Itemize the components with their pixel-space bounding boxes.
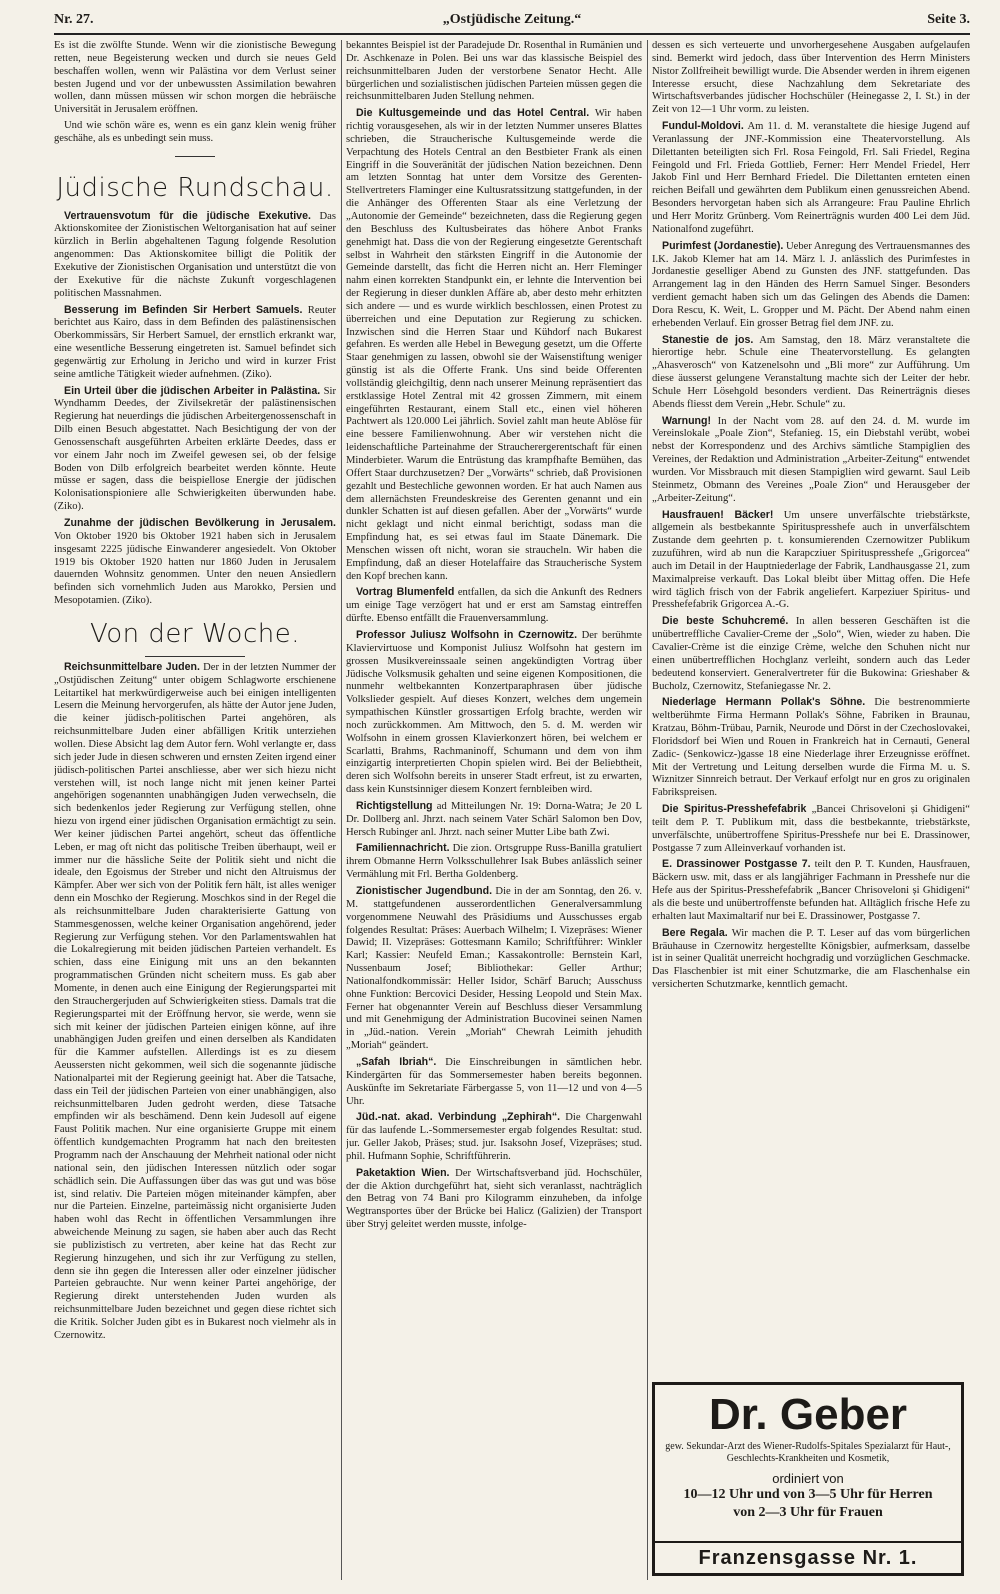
news-item-body: Die bestrenommierte weltberühmte Firma Hermann Pollak's Söhne, Fabriken in Braunau, Kratzau, Böhm-Trübau, Parnik, Neurode und Dörst in der Czechoslovakei, Floridsdorf bei Wien und Rouen in Frankreich hat in Cernauti, General Zadic- (Senkowicz-)gasse 18 eine Niederlage ihrer Erzeugnisse eröffnet. Mit der Vertretung und Leitung derselben wurde die Firma M. u. S. Wiznitzer Sinnreich betraut. Der Verkauf erfolgt nur en gros zu originalen Fabrikspreisen. xyxy=(652,697,970,799)
news-item-body: „Bancei Chrisoveloni și Ghidigeni“ teilt dem P. T. Publikum mit, dass die bestbekannte, triebstärkste, unverfälschte, unübertroffene Spiritus-Presshefe nur bei E. Drassinower, Postgasse 7 zum Alleinverkauf vorhanden ist. xyxy=(652,804,970,854)
ad-hours-men: 10—12 Uhr und von 3—5 Uhr für Herren xyxy=(683,1487,933,1502)
column-divider xyxy=(341,40,342,1580)
page-number: Seite 3. xyxy=(927,12,970,27)
news-item-title: „Safah Ibriah“. xyxy=(356,1055,437,1068)
news-item-body: Um unsere unverfälschte triebstärkste, allgemein als bestbekannte Spirituspresshefe auch in unverfälschtem Zustande dem geehrten p. t. konsumierenden Czernowitzer Publikum zuzuführen, wird ab nun die Karapcziuer Spirituspresshefe „Grigorcea“ auch im Detail in der Hauptniederlage der Fabrik, Landhausgasse 21, zum Maximalpreise verkauft. Das Lokal bleibt über Mittag offen. Die Hefe wird täglich frisch von der Fabrik angeliefert. Karpeziuer Spiritus- und Presshefefabrik Grigorcea A.-G. xyxy=(652,509,970,611)
news-item-body: Die Einschreibungen in sämtlichen hebr. Kindergärten für das Sommersemester haben bereits begonnen. Auskünfte im Sekretariate Färbergasse 5, von 11—12 und von 4—5 Uhr. xyxy=(346,1056,642,1107)
news-item-title: Ein Urteil über die jüdischen Arbeiter in Palästina. xyxy=(64,384,321,397)
page-header xyxy=(54,12,970,30)
news-item xyxy=(346,1167,642,1232)
news-item xyxy=(652,927,970,992)
advertisement-dr-geber xyxy=(652,1382,964,1576)
news-item xyxy=(652,858,970,923)
news-item-body: Die Chargenwahl für das laufende L.-Sommersemester ergab folgendes Resultat: stud. jur. Geller Jakob, Präses; stud. jur. Isaksohn Josef, Vizepräses; stud. phil. Hufmann Sophie, Schriftführerin. xyxy=(346,1112,642,1162)
news-item xyxy=(652,240,970,331)
news-item-title: Die beste Schuhcremé. xyxy=(662,615,789,628)
news-item-title: Richtigstellung xyxy=(356,799,433,812)
news-item xyxy=(346,586,642,626)
news-item xyxy=(652,803,970,855)
ad-address: Franzensgasse Nr. 1. xyxy=(655,1541,961,1573)
news-item-body: Der Wirtschaftsverband jüd. Hochschüler, der die Aktion durchgeführt hat, sieht sich veranlasst, nachträglich den Betrag von 74 Bani pro Kilogramm einzuheben, da infolge Wegtransportes über der Brücke bei Halicz (Galizien) der Transport über Stryj geleitet werden musste, infolge- xyxy=(346,1167,642,1231)
news-item xyxy=(652,509,970,613)
news-item-body: teilt den P. T. Kunden, Hausfrauen, Bäckern usw. mit, dass er als langjähriger Fachmann in Presshefe nur die Hefe aus der Spiritus-Presshefefabrik „Bancer Chrisoveloni și Ghidigeni“ als die beste und unübertroffenste befunden hat. Alltäglich frische Hefe zu erhalten laut Maximaltarif nur bei E. Drassinower, Postgasse 7. xyxy=(652,859,970,922)
news-item-title: Stanestie de jos. xyxy=(662,333,754,346)
news-item xyxy=(54,304,336,382)
news-item-title: Paketaktion Wien. xyxy=(356,1166,450,1179)
news-item-body: Am 11. d. M. veranstaltete die hiesige Jugend auf Veranlassung der JNF.-Kommission eine Theatervorstellung. Als Dilettanten beteiligten sich Frl. Rosa Feingold, Frl. Sali Friedel, Regina Feingold und Frl. Frieda Gottlieb, Ferner: Herr Mendel Friedel, Herr Jakob Finl und Herr Bernhard Friedel. Die Dilettanten ernteten einen reichen Beifall und gewährten dem Publikum einen genussreichen Abend. Besonders hervorgetan haben sich als Arrangeure: Frau Pauline Ehrlich und Herr Moritz Grünberg. Vom Reinerträgnis wurden 400 Lei dem Jüd. Nationalfond zugeführt. xyxy=(652,121,970,235)
ad-credentials: gew. Sekundar-Arzt des Wiener-Rudolfs-Spitales Spezialarzt für Haut-, Geschlechts-Krankheiten und Kosmetik, xyxy=(665,1441,951,1464)
news-item xyxy=(652,615,970,693)
column-2 xyxy=(346,40,642,1580)
news-item-title: Vortrag Blumenfeld xyxy=(356,586,455,599)
news-item-body: Reuter berichtet aus Kairo, dass in dem Befinden des palästinensischen Oberkommissärs, Sir Herbert Samuel, der ernstlich erkrankt war, eine wesentliche Besserung eingetreten ist. Samuel befindet sich gegenwärtig zur Erholung in Jericho und wird in kurzer Frist seine amtliche Tätigkeit wieder aufnehmen. (Ziko). xyxy=(54,304,336,380)
article-body: Der in der letzten Nummer der „Ostjüdischen Zeitung“ unter obigem Schlagworte erschienene Leitartikel hat merkwürdigerweise auch bei einigen intelligenten Lesern die Meinung hervorgerufen, als hätte der Autor jene Juden, die keiner jüdisch-politischen Partei angehören, als reichsunmittelbare Juden einer abfälligen Kritik unterziehen wollen. Diese Absicht lag dem Autor fern. Wohl verlangte er, dass sich jeder Jude in diesen schweren und ernsten Zeiten irgend einer jüdisch-politischen Partei anschliesse, aber wer sich hiezu nicht verstehen will, ist noch lange nicht mit jenen keiner Partei angehörigen sogenannten unabhängigen Juden verwechseln, die sich bedenkenlos jeder Regierung zur Verfügung stellen, ohne hiezu von irgend einer jüdischen Organisation ermächtigt zu sein. Wer keiner jüdischen Partei angehört, scheut das öffentliche Leben, er mag oft nicht das politische Treiben überhaupt, weil er immer nur die hässliche Seite der Politik sieht und nicht die ideale, den Egoismus der Streber und nicht den Altruismus der Kämpfer. Aber wer sich von der Politik fern hält, ist alles weniger denn ein Moschko der Regierung. Moschkos sind in der Regel die als reichsunmittelbare Juden charakterisierte Gattung von Stammesgenossen, welche keiner Organisation angehörend, jeder Regierung zur Verfügung stehen. Vor den Parlamentswahlen hat die Lokalregierung mit beiden jüdischen Parteien verhandelt. Es schien, dass eine Einigung mit uns an den bekannten programmatischen Gründen nicht scheitern muss. Es gab aber Momente, in denen auch eine Einigung der Regierungspartei mit den Strauchergerjuden auf Schwierigkeiten stiess. Damals trat die Regierungspartei mit der Eröffnung hervor, sie werde, wenn sie sich mit keiner der jüdischen Parteien einigen könne, auf ihre unabhängigen Juden greifen und einen derselben als Kandidaten für die Kammer aufstellen. Allerdings ist es zu diesem Aeussersten nicht gekommen, weil sich die sogenannte jüdische Nationalpartei mit der Regierung geeinigt hat. Aber die Tatsache, dass ein Teil der jüdischen Parteien von einer unabhängigen, also reichsunmittelbaren Juden gedroht werden, diese Tatsache empfinden wir als beschämend. Denn kein Judesoll auf eigene Faust Politik machen. Nur eine organisierte Gruppe mit einem öffentlich kundgemachten Programm hat nach den breitesten Programm nach der Anschauung der Mehrheit national oder nicht national sein, den jüdischen Interessen nützlich oder sogar schädlich sein. Die Auffassungen über das was gut und was böse ist, sind relativ. Die Parteien mögen miteinander kämpfen, aber nur die Parteien. Einzelne, parteimässig nicht organisierte Juden haben wohl das Recht in öffentlichen Versammlungen ihre abweichende Meinung zu sagen, sie haben aber auch das Recht sie publizistisch zu vertreten, aber keine hat das Recht zur Regierung hinzugehen, und sich ihr zur Verfügung zu stellen, denn sie ihn gegen die Interessen aller oder einzelner jüdischer Parteien gebrauchte. Nur wenn keiner Partei angehörige, der Regierung direkt unterstehenden Juden wurden als reichsunmittelbare Juden bezeichnet und gegen diese richtet sich die Kritik. Solcher Juden gibt es in Bukarest noch vielmehr als in Czernowitz. xyxy=(54,661,336,1341)
news-item-title: Vertrauensvotum für die jüdische Exekutive. xyxy=(64,209,311,222)
ad-hours-women: von 2—3 Uhr für Frauen xyxy=(733,1505,883,1520)
news-item-title: Zionistischer Jugendbund. xyxy=(356,885,493,897)
intro-paragraph: Und wie schön wäre es, wenn es ein ganz klein wenig früher geschähe, als es unbedingt sein muss. xyxy=(54,120,336,144)
news-item-title: Familiennachricht. xyxy=(356,842,450,855)
article xyxy=(54,661,336,1343)
separator xyxy=(54,149,336,162)
news-item-body: Die zion. Ortsgruppe Russ-Banilla gratuliert ihrem Obmanne Herrn Volksschullehrer Isak Bubes anlässlich seiner Vermählung mit Frl. Bertha Goldenberg. xyxy=(346,843,642,881)
news-item xyxy=(54,385,336,514)
news-item-title: E. Drassinower Postgasse 7. xyxy=(662,858,811,871)
news-item xyxy=(346,629,642,797)
intro-paragraph: Es ist die zwölfte Stunde. Wenn wir die zionistische Bewegung retten, neue Begeisterung wecken und durch sie neues Geld beschaffen wollen, wenn wir Palästina vor dem Verlust seiner besten Jugend und vor der unbewussten Assimilation bewahren wollen, dann müssen müssen wir schon morgen die hebräische Universität in Jerusalem eröffnen. xyxy=(54,40,336,116)
news-item-title: Jüd.-nat. akad. Verbindung „Zephirah“. xyxy=(356,1111,561,1124)
news-item-title: Professor Juliusz Wolfsohn in Czernowitz. xyxy=(356,628,578,641)
news-item-title: Purimfest (Jordanestie). xyxy=(662,239,784,252)
news-item-body: Wir machen die P. T. Leser auf das vom bürgerlichen Bräuhause in Czernowitz hergestellte Königsbier, aufmerksam, dasselbe ist in seiner Qualität unerreicht hochgradig und vorzüglichen Geschmacke. Das Flaschenbier ist mit einer Schutzmarke, die am Flaschenhalse ein versicherten Schutzmarke, kenntlich gemacht. xyxy=(652,927,970,991)
news-item-body: Am Samstag, den 18. März veranstaltete die hierortige hebr. Schule eine Theatervorstellung. Es gelangten „Ahasverosch“ von Katzenelsohn und „Bli more“ zur Aufführung. Um diese äusserst gelungene Veranstaltung machte sich der Leiter der hebr. Schule Herr Lösehgold besonders verdient. Das Reinerträgnis dieses Abends fliesst dem Verein „Hebr. Schule“ zu. xyxy=(652,334,970,410)
separator xyxy=(145,656,245,657)
news-item-body: Von Oktober 1920 bis Oktober 1921 haben sich in Jerusalem insgesamt 2225 jüdische Einwanderer angesiedelt. Von Oktober 1919 bis Oktober 1920 hatten nur 1860 Juden in Jerusalem dauernden Wohnsitz genommen. Unter den neuen Ansiedlern befinden sich vornehmlich Juden aus Marokko, Persien und Mesopotamien. (Ziko). xyxy=(54,530,336,607)
ad-ordination: ordiniert von xyxy=(772,1471,844,1486)
news-item-body: In allen besseren Geschäften ist die unübertreffliche Cavalier-Creme der „Solo“, Wien, wieder zu haben. Die Cavalier-Crème ist die einzige Crème, welche den Schuhen nicht nur einen unübertrefflichen Hochglanz verleiht, sondern auch das Leder bedeutend konserviert. Generalvertreter für die Bukowina: Grieshaber & Bucholz, Czernowitz, Stefaniegasse Nr. 2. xyxy=(652,616,970,692)
news-item xyxy=(652,696,970,800)
column-1 xyxy=(54,40,336,1580)
header-rule xyxy=(54,33,970,35)
section-title-rundschau: Jüdische Rundschau. xyxy=(56,172,334,203)
column-divider xyxy=(647,40,648,1580)
news-item-body: ad Mitteilungen Nr. 19: Dorna-Watra; Je 20 L Dr. Dollberg anl. Jhrzt. nach seinem Vater Schärl Salomon ben Dov, Hersch Rubinger anl. Jhrzt. nach seiner Mutter Libe bath Zwi. xyxy=(346,800,642,838)
continued-paragraph: bekanntes Beispiel ist der Paradejude Dr. Rosenthal in Rumänien und Dr. Aschkenaze in Polen. Bei uns war das klassische Beispiel des reichsunmittelbaren Juden der verstorbene Senator Hecht. Alle bürgerlichen und sozialistischen jüdischen Parteien müssen gegen die reichsunmittelbaren Juden Stellung nehmen. xyxy=(346,40,642,103)
news-item-body: entfallen, da sich die Ankunft des Redners um einige Tage verzögert hat und er erst am Samstag eintreffen dürfte. Ebenso entfällt die Frauenversammlung. xyxy=(346,587,642,625)
news-item-body: Wir haben richtig vorausgesehen, als wir in der letzten Nummer unseres Blattes schrieben, die Straucherische Kultusgemeinde werde die Verpachtung des Hotels Central an den Bestbieter Frank als einen Eingriff in die Souveränität der jüdischen Nation bezeichnen. Denn am letzten Sonntag hat unter dem Vorsitze des Gerenten-Stellvertreters Flaminger eine Kultusratssitzung stattgefunden, in der die Anhänger des Offerenten Staar als eine Verletzung der „Autonomie der Gemeinde“ bezeichneten, dass die Regierung gegen den Beschluss des Kultusbeirates das höhere Anbot Franks genehmigt hat. Dass die von der Regierung eingesetzte Gerentschaft selbst in Wahrheit den stärksten Eingriff in die Autonomie der Gemeinde darstellt, das ficht die Herren nicht an. Herr Fleminger nahm einen korrekten Standpunkt ein, er lehnte die Intervention bei der Regierung in dieser dunklen Affäre ab, aber desto mehr erhitzten sich andere — und es wurde wirklich beschlossen, einen Protest zu überreichen und eine Deputation zur Regierung zu schicken. Inzwischen sind die Herren Staar und Kühdorf nach Bukarest gefahren. Es werden alle Hebel in Bewegung gesetzt, um die Offerte Staar genehmigen zu lassen, obwohl sie der Waisenstiftung weniger günstig ist als die Offerte Frank. Uns sind beide Offerenten vollständig gleichgiltig, denn nach unserer Meinung repräsentiert das erstklassige Hotel Zentral mit 42 grossen Zimmern, mit einem eingeführten Restaurant, einem Stall etc., einen viel höheren Pachtwert als 120.000 Lei jährlich. Soviel zahlt man heute Ablöse für eine bessere Familienwohnung. Aber wir verstehen nicht die leidenschaftliche Parteinahme der Straucherergerentschaft für einen Minderbieter. Warum die Entrüstung das krampfhafte Bemühen, das Offert Staar durchzusetzen? Der „Vorwärts“ schrieb, daß Provisionen gezahlt und Bestechliche gewonnen worden. Er hat auch Namen aus dem allernächsten Freundeskreise des Gerenten genannt und ein dunkler Schatten ist auf diesen gefallen. Aber der „Vorwärts“ wurde nicht geklagt und nicht einmal berichtigt, sodass man die Empfindung hat, es sei etwas faul im Staate Dänemark. Die Menschen wissen oft nicht, woran sie straucheln. Wir haben die Empfindung, daß an dieser Hotelaffaire das Straucherische System den Kopf brechen kann. xyxy=(346,108,642,582)
news-item-title: Bere Regala. xyxy=(662,926,728,939)
news-item xyxy=(346,800,642,840)
news-item xyxy=(652,120,970,237)
newspaper-title: „Ostjüdische Zeitung.“ xyxy=(442,12,582,27)
section-title-woche: Von der Woche. xyxy=(90,618,300,649)
news-item-title: Die Spiritus-Presshefefabrik xyxy=(662,803,807,816)
news-item-title: Zunahme der jüdischen Bevölkerung in Jerusalem. xyxy=(64,517,336,529)
news-item xyxy=(346,107,642,583)
news-item xyxy=(346,1111,642,1163)
news-item-body: Das Aktionskomitee der Zionistischen Weltorganisation hat auf seiner kürzlich in Berlin abgehaltenen Tagung folgende Resolution angenommen: Das Aktionskomitee billigt die Politik der Exekutive der Zionistischen Organisation und unterstützt die von der Exekutive für die nächste Zukunft vorgeschlagenen politischen Massnahmen. xyxy=(54,210,336,299)
article-title: Reichsunmittelbare Juden. xyxy=(64,660,200,673)
news-item-title: Besserung im Befinden Sir Herbert Samuels. xyxy=(64,303,303,316)
news-item-title: Hausfrauen! Bäcker! xyxy=(662,508,774,521)
issue-number: Nr. 27. xyxy=(54,12,94,27)
news-item xyxy=(652,334,970,412)
news-item xyxy=(346,1056,642,1108)
news-item xyxy=(54,210,336,301)
news-item-title: Fundul-Moldovi. xyxy=(662,120,744,133)
news-item-body: Ueber Anregung des Vertrauensmannes des I.K. Jakob Klemer hat am 14. März l. J. anlässlich des Purimfestes in Jordanestie geselliger Abend zu Gunsten des JNF. stattgefunden. Das Arrangement lag in den Händen des Herrn Samuel Singer. Besonders verdient gemacht haben sich um das Gelingen des Abends die Damen: Dora Rescu, K. Weit, L. Gropper und M. Pächt. Der Abend nahm einen erhebenden Verlauf. Ein grosser Betrag fiel dem JNF. zu. xyxy=(652,240,970,329)
news-item-body: In der Nacht vom 28. auf den 24. d. M. wurde im Vereinslokale „Poale Zion“, Stefanieg. 15, ein Diebstahl verübt, wobei nebst der Korrespondenz und des Archivs sämtliche Stampiglien des Vereines, der Redaktion und Administration „Arbeiter-Zeitung“ entwendet wurden. Vor Missbrauch mit diesen Stampiglien wird gewarnt. Saul Leib Steinmetz, Obmann des Vereines „Poale Zion“ und Herausgeber der „Arbeiter-Zeitung“. xyxy=(652,415,970,504)
ad-name: Dr. Geber xyxy=(708,1390,908,1439)
column-3 xyxy=(652,40,970,1370)
news-item-title: Die Kultusgemeinde und das Hotel Central. xyxy=(356,107,590,120)
news-item-title: Warnung! xyxy=(662,414,712,427)
news-item xyxy=(346,842,642,882)
news-item xyxy=(346,885,642,1053)
news-item-body: Sir Wyndhamm Deedes, der Zivilsekretär der palästinensischen Regierung hat neuerdings die jüdischen Arbeitergenossenschaft in Dilb einen Besuch abgestattet. Nach Besichtigung der von der Genossenschaft ausgeführten Arbeiten erklärte Deedes, dass er vor einem Jahr noch im Zweifel gewesen sei, ob der felsige Boden von Dilb erfolgreich bearbeitet werden könnte. Heute müsse er sagen, dass die beispiellose Energie der jüdischen Kolonisationspioniere alle Schwierigkeiten überwunden habe. (Ziko). xyxy=(54,385,336,513)
news-item xyxy=(54,517,336,608)
news-item xyxy=(652,415,970,506)
continued-paragraph: dessen es sich verteuerte und unvorhergesehene Ausgaben aufgelaufen sind. Bemerkt wird jedoch, dass über Intervention des Herrn Ministers Nistor Zollfreiheit bewilligt wurde. Die Absender werden in ihrem eigenen Interesse ersucht, diese Nachzahlung dem Sekretariate des Wirtschaftsverbandes jüdischer Hochschüler (Heinegasse 2, I. St.) in der Zeit von 12—1 Uhr vorm. zu leisten. xyxy=(652,40,970,116)
news-item-body: Der berühmte Klaviervirtuose und Komponist Juliusz Wolfsohn hat gestern im grossen Musikvereinssaale seinen angekündigten Vortrag über Jüdische Volksmusik gehalten und seine eigenen Kompositionen, die nunmehr weltbekannten Konzertparaphrasen über jüdische Volkslieder gespielt. Auf dieses Konzert, welches dem ungemein sympathischen Künstler grossartigen Erfolg brachte, werden wir noch zurückkommen. Am Mittwoch, den 5. d. M. werden wir Wolfsohn in einem grossen Klavierkonzert hören, bei welchem er Scarlatti, Brahms, Rachmaninoff, Schumann und dem von ihm einzigartig interpretierten Chopin spielen wird. Bei der Beliebtheit, deren sich Wolfsohn bereits in unserer Stadt erfreut, ist zu erwarten, dass kein Kunstsinniger diesem Konzert fernbleiben wird. xyxy=(346,629,642,796)
news-item-body: Die in der am Sonntag, den 26. v. M. stattgefundenen ausserordentlichen Generalversammlung vorgenommene Neuwahl des Präsidiums und Ausschusses ergab folgendes Resultat: Präses: Auerbach Wilhelm; I. Vizepräses: Wiener Dawid; II. Vizepräses: Gottesmann Kamilo; Schriftführer: Winkler Karl; Kassier: Neufeld Eman.; Kassakontrolle: Bernstein Karl, Nussenbaum Josef; Bibliothekar: Geller Arthur; Nationalfondkommissär: Heller Isidor, Schärf Baruch; Ausschuss ohne Funktion: Bercovici Desider, Hessing Leopold und Stein Max. Ferner hat obgenannter Verein auf Beschluss dieser Versammlung und mit Genehmigung der Administration Bucovinei seinen Namen in „Jüd.-nation. Verein „Moriah“ Chewrah Leimith jehudith „Moriah“ geändert. xyxy=(346,886,642,1052)
news-item-title: Niederlage Hermann Pollak's Söhne. xyxy=(662,696,866,709)
